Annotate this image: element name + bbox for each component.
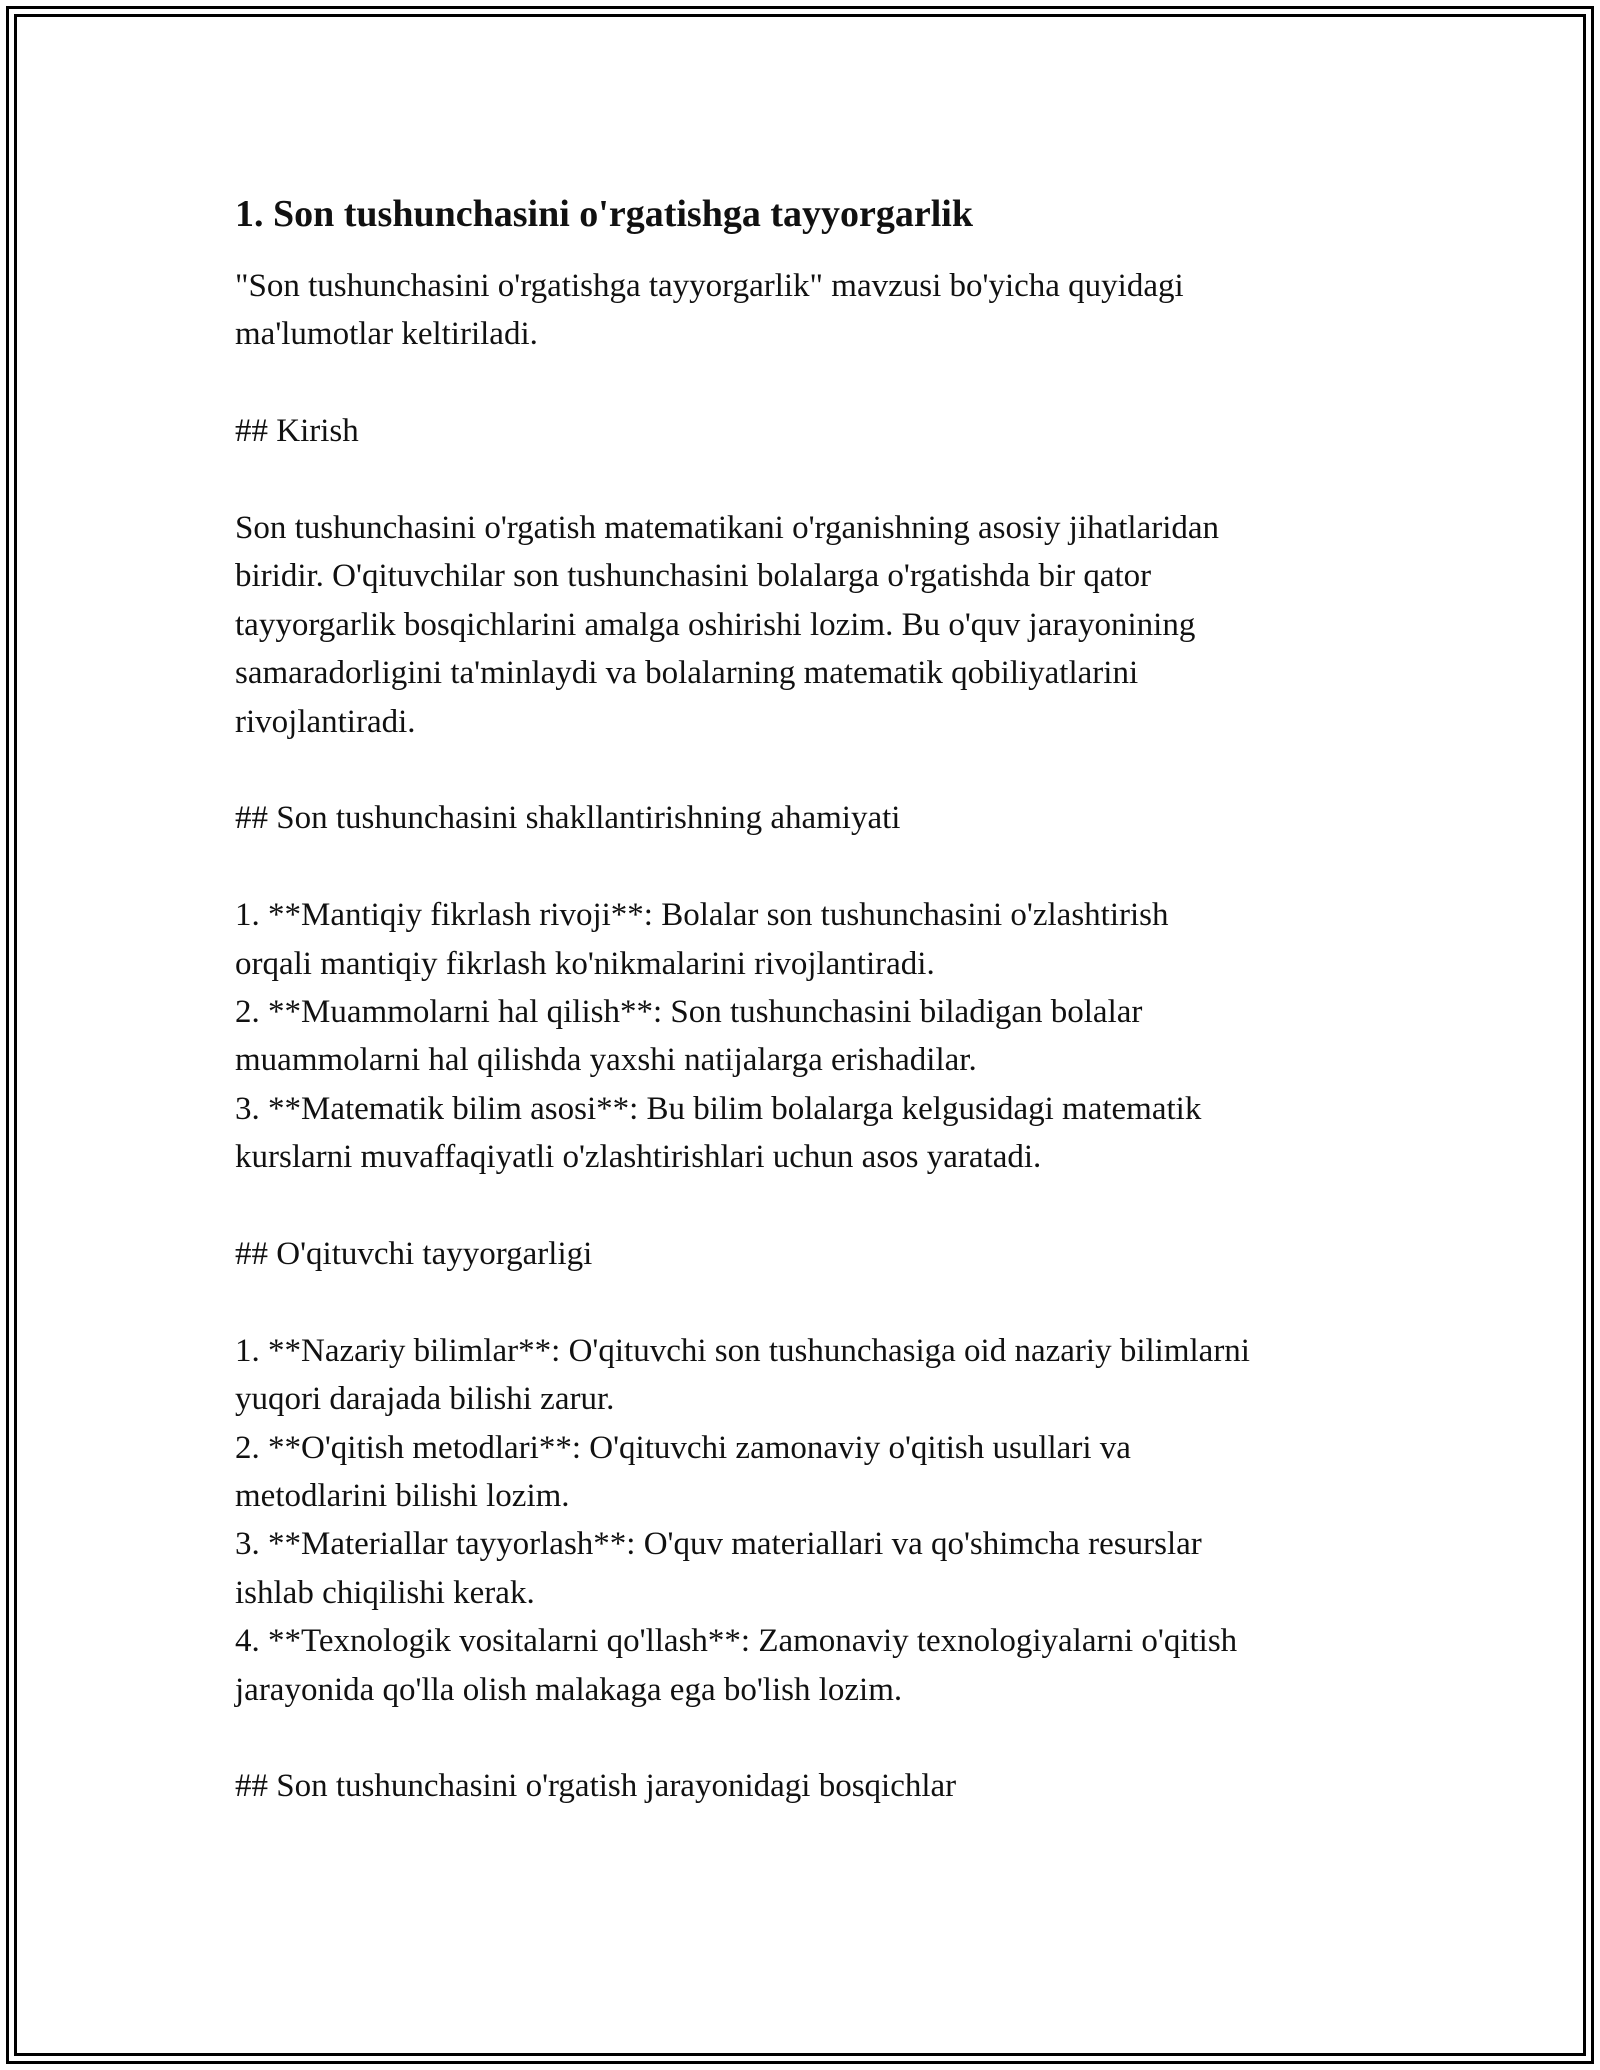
intro-paragraph	[235, 262, 1375, 359]
spacer	[235, 746, 1375, 794]
list-item-line: jarayonida qo'lla olish malakaga ega bo'lish lozim.	[235, 1671, 903, 1708]
section-heading-oqituvchi: ## O'qituvchi tayyorgarligi	[235, 1236, 593, 1273]
list-item-line: 4. **Texnologik vositalarni qo'llash**: Zamonaviy texnologiyalarni o'qitish	[235, 1623, 1238, 1660]
list-item-line: 2. **Muammolarni hal qilish**: Son tushunchasini biladigan bolalar	[235, 994, 1143, 1031]
section-heading-kirish: ## Kirish	[235, 413, 359, 450]
kirish-line: biridir. O'qituvchilar son tushunchasini bolalarga o'rgatishda bir qator	[235, 558, 1152, 595]
list-item-line: 2. **O'qitish metodlari**: O'qituvchi zamonaviy o'qitish usullari va	[235, 1429, 1131, 1466]
section-heading-ahamiyati: ## Son tushunchasini shakllantirishning ahamiyati	[235, 800, 901, 837]
list-item-line: yuqori darajada bilishi zarur.	[235, 1381, 615, 1418]
list-item-line: kurslarni muvaffaqiyatli o'zlashtirishlari uchun asos yaratadi.	[235, 1139, 1042, 1176]
spacer	[235, 843, 1375, 891]
document-title: 1. Son tushunchasini o'rgatishga tayyorgarlik	[235, 193, 973, 235]
spacer	[235, 456, 1375, 504]
kirish-line: Son tushunchasini o'rgatish matematikani o'rganishning asosiy jihatlaridan	[235, 510, 1220, 546]
list-item-line: orqali mantiqiy fikrlash ko'nikmalarini rivojlantiradi.	[235, 945, 935, 982]
kirish-paragraph	[235, 504, 1375, 746]
section-heading-bosqichlar: ## Son tushunchasini o'rgatish jarayonidagi bosqichlar	[235, 1768, 957, 1805]
list-item-line: 3. **Matematik bilim asosi**: Bu bilim bolalarga kelgusidagi matematik	[235, 1090, 1202, 1127]
list-item-line: ishlab chiqilishi kerak.	[235, 1574, 535, 1611]
kirish-line: samaradorligini ta'minlaydi va bolalarning matematik qobiliyatlarini	[235, 655, 1139, 692]
list-item-line: metodlarini bilishi lozim.	[235, 1478, 570, 1515]
list-item-line: 1. **Mantiqiy fikrlash rivoji**: Bolalar son tushunchasini o'zlashtirish	[235, 897, 1169, 934]
spacer	[235, 1278, 1375, 1326]
spacer	[235, 1714, 1375, 1762]
document-body	[235, 188, 1375, 1811]
ahamiyati-list	[235, 891, 1375, 1181]
spacer	[235, 1182, 1375, 1230]
oqituvchi-list	[235, 1327, 1375, 1714]
list-item-line: 3. **Materiallar tayyorlash**: O'quv materiallari va qo'shimcha resurslar	[235, 1526, 1202, 1563]
intro-line: "Son tushunchasini o'rgatishga tayyorgarlik" mavzusi bo'yicha quyidagi	[235, 268, 1184, 304]
kirish-line: rivojlantiradi.	[235, 703, 416, 740]
list-item-line: muammolarni hal qilishda yaxshi natijalarga erishadilar.	[235, 1042, 977, 1079]
intro-line: ma'lumotlar keltiriladi.	[235, 316, 538, 353]
list-item-line: 1. **Nazariy bilimlar**: O'qituvchi son tushunchasiga oid nazariy bilimlarni	[235, 1332, 1250, 1369]
kirish-line: tayyorgarlik bosqichlarini amalga oshirishi lozim. Bu o'quv jarayonining	[235, 606, 1196, 643]
spacer	[235, 359, 1375, 407]
